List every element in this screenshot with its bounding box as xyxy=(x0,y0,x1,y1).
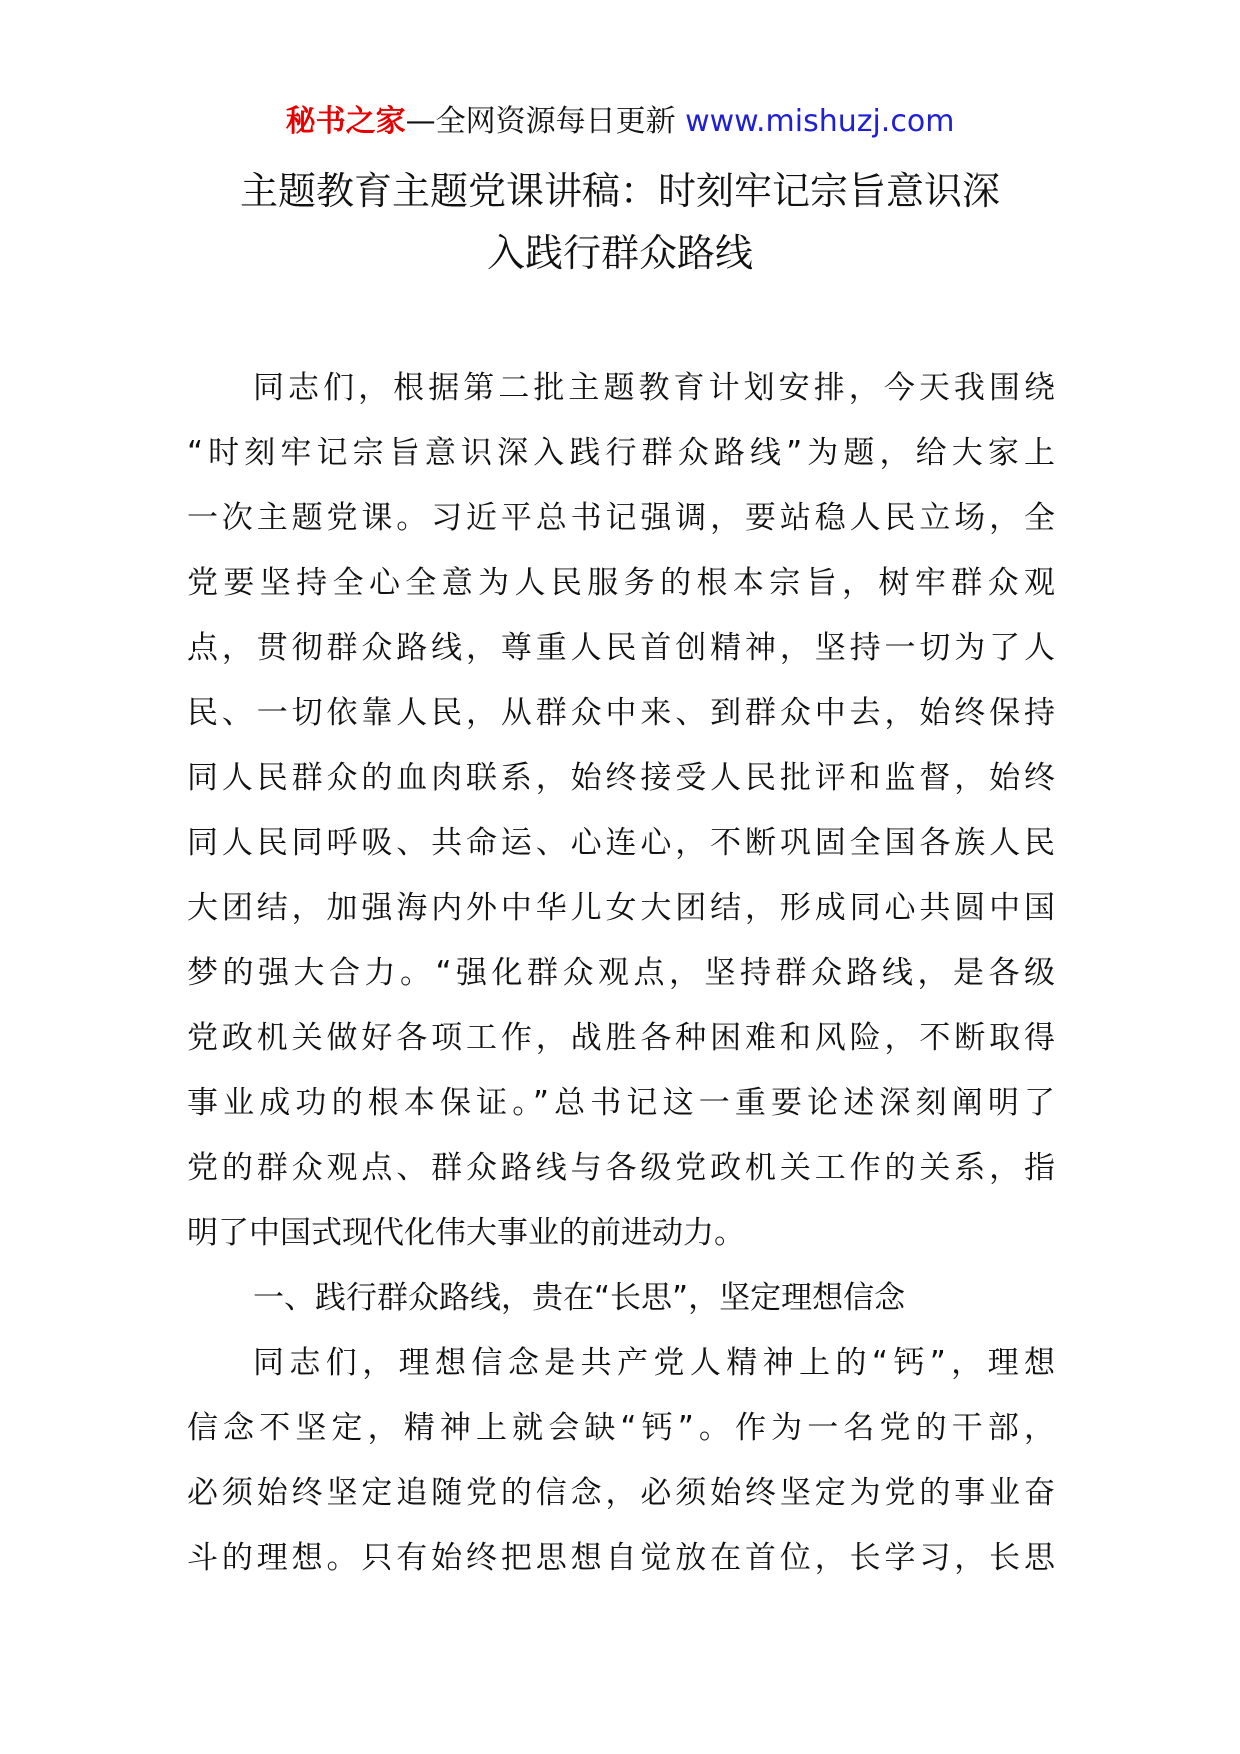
text-line: 点，贯彻群众路线，尊重人民首创精神，坚持一切为了人 xyxy=(187,630,1055,666)
text-line: 斗的理想。只有始终把思想自觉放在首位，长学习，长思 xyxy=(187,1540,1055,1576)
text-line: 大团结，加强海内外中华儿女大团结，形成同心共圆中国 xyxy=(187,890,1055,926)
text-line: 党要坚持全心全意为人民服务的根本宗旨，树牢群众观 xyxy=(187,565,1055,601)
brand-name: 秘书之家 xyxy=(285,104,406,139)
document-body xyxy=(187,356,1055,1591)
document-title xyxy=(190,160,1050,284)
title-line-1: 主题教育主题党课讲稿：时刻牢记宗旨意识深 xyxy=(239,169,1000,213)
section-heading-1: 一、践行群众路线，贵在“长思”，坚定理想信念 xyxy=(253,1280,906,1316)
text-line: 同志们，根据第二批主题教育计划安排，今天我围绕 xyxy=(253,370,1055,406)
text-line: 党政机关做好各项工作，战胜各种困难和风险，不断取得 xyxy=(187,1020,1055,1056)
paragraph-intro xyxy=(187,356,1055,1266)
text-line: 梦的强大合力。“强化群众观点，坚持群众路线，是各级 xyxy=(187,955,1055,991)
title-line-2: 入践行群众路线 xyxy=(486,231,753,275)
text-line: 同人民同呼吸、共命运、心连心，不断巩固全国各族人民 xyxy=(187,825,1055,861)
text-line: 同人民群众的血肉联系，始终接受人民批评和监督，始终 xyxy=(187,760,1055,796)
text-line: “时刻牢记宗旨意识深入践行群众路线”为题，给大家上 xyxy=(187,435,1055,471)
text-line: 同志们，理想信念是共产党人精神上的“钙”，理想 xyxy=(253,1345,1055,1381)
text-line: 党的群众观点、群众路线与各级党政机关工作的关系，指 xyxy=(187,1150,1055,1186)
text-line: 事业成功的根本保证。”总书记这一重要论述深刻阐明了 xyxy=(187,1085,1055,1121)
site-url-link[interactable]: www.mishuzj.com xyxy=(675,104,955,139)
site-header xyxy=(0,102,1240,142)
text-line: 明了中国式现代化伟大事业的前进动力。 xyxy=(187,1215,745,1251)
text-line: 一次主题党课。习近平总书记强调，要站稳人民立场，全 xyxy=(187,500,1055,536)
header-tagline: —全网资源每日更新 xyxy=(405,104,676,139)
text-line: 必须始终坚定追随党的信念，必须始终坚定为党的事业奋 xyxy=(187,1475,1055,1511)
text-line: 民、一切依靠人民，从群众中来、到群众中去，始终保持 xyxy=(187,695,1055,731)
paragraph-section-1 xyxy=(187,1331,1055,1591)
text-line: 信念不坚定，精神上就会缺“钙”。作为一名党的干部， xyxy=(187,1410,1055,1446)
